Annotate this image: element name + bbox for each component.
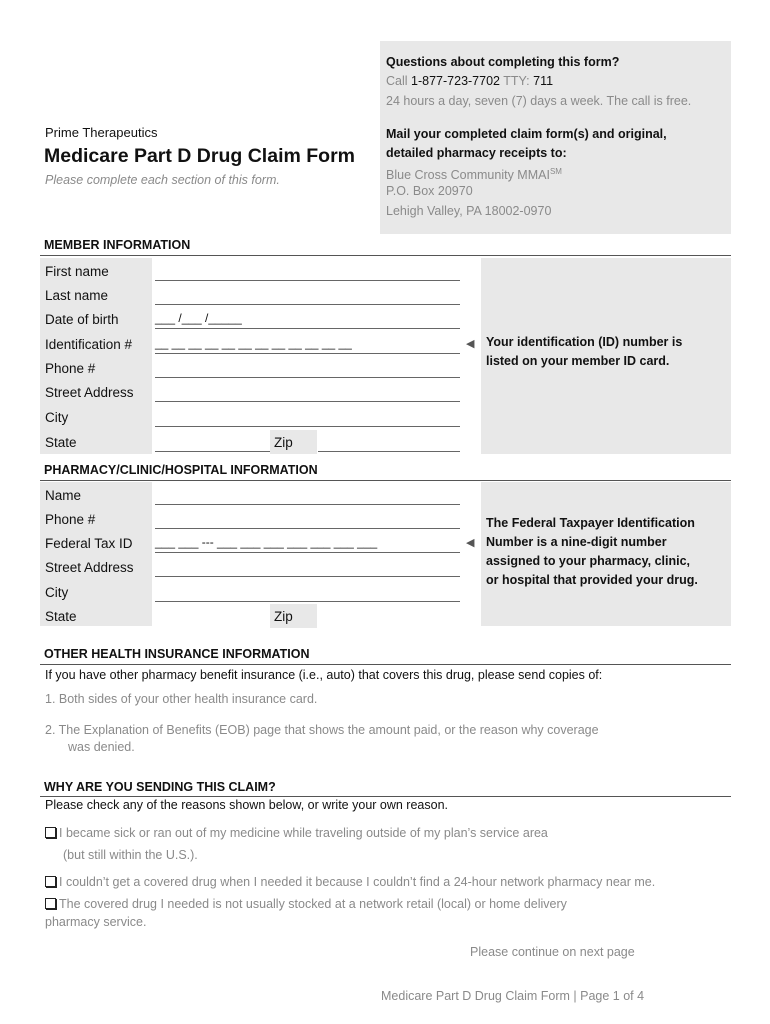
id-field[interactable] <box>155 336 460 354</box>
address-name: Blue Cross Community MMAI℠ <box>386 167 562 183</box>
checkbox-icon[interactable] <box>45 876 56 887</box>
org-name: Prime Therapeutics <box>45 125 158 140</box>
pharmacy-phone-label: Phone # <box>45 512 96 527</box>
state-label: State <box>45 435 77 450</box>
pharmacy-heading: PHARMACY/CLINIC/HOSPITAL INFORMATION <box>44 463 318 477</box>
pharmacy-label-column <box>40 482 152 626</box>
reasons-rule <box>40 796 731 797</box>
member-rule <box>40 255 731 256</box>
other-insurance-intro: If you have other pharmacy benefit insurance (i.e., auto) that covers this drug, please send copies of: <box>45 668 603 682</box>
pharmacy-note: The Federal Taxpayer Identification Number is a nine-digit number assigned to your pharmacy, clinic, or hospital that provided your drug. <box>486 516 698 587</box>
pharmacy-phone-field[interactable] <box>155 514 460 529</box>
last-name-label: Last name <box>45 288 109 303</box>
phone-number: 1-877-723-7702 <box>411 74 500 88</box>
reason-1-cont: (but still within the U.S.). <box>63 848 198 862</box>
street-label: Street Address <box>45 385 134 400</box>
first-name-label: First name <box>45 264 109 279</box>
other-insurance-item-1: 1. Both sides of your other health insurance card. <box>45 692 318 706</box>
contact-box <box>380 41 731 234</box>
pharmacy-street-label: Street Address <box>45 560 134 575</box>
city-field[interactable] <box>155 412 460 427</box>
zip-label: Zip <box>274 435 293 450</box>
id-mask: __ __ __ __ __ __ __ __ __ __ __ __ <box>155 336 352 350</box>
page-title: Medicare Part D Drug Claim Form <box>44 145 355 167</box>
zip-field[interactable] <box>318 437 460 452</box>
address-line-3: Lehigh Valley, PA 18002-0970 <box>386 204 552 218</box>
tty-number: 711 <box>533 74 554 88</box>
last-name-field[interactable] <box>155 290 460 305</box>
first-name-field[interactable] <box>155 266 460 281</box>
checkbox-icon[interactable] <box>45 898 56 909</box>
other-insurance-item-2: 2. The Explanation of Benefits (EOB) page that shows the amount paid, or the reason why coverage <box>45 723 599 737</box>
pharmacy-zip-label: Zip <box>274 609 293 624</box>
tax-id-field[interactable] <box>155 535 460 553</box>
street-field[interactable] <box>155 387 460 402</box>
id-label: Identification # <box>45 337 133 352</box>
member-note: Your identification (ID) number is listed on your member ID card. <box>486 335 683 368</box>
pharmacy-name-label: Name <box>45 488 82 503</box>
page-subtitle: Please complete each section of this form. <box>45 173 280 187</box>
reason-1[interactable]: I became sick or ran out of my medicine while traveling outside of my plan’s service area <box>45 826 548 840</box>
continue-note: Please continue on next page <box>470 945 635 959</box>
call-label: Call <box>386 74 408 88</box>
phone-label: Phone # <box>45 361 96 376</box>
pointer-left-icon: ◀ <box>466 537 475 549</box>
city-label: City <box>45 410 69 425</box>
checkbox-icon[interactable] <box>45 827 56 838</box>
address-line-2: P.O. Box 20970 <box>386 184 473 198</box>
questions-title: Questions about completing this form? <box>386 55 620 69</box>
reasons-heading: WHY ARE YOU SENDING THIS CLAIM? <box>44 780 276 794</box>
page-footer: Medicare Part D Drug Claim Form | Page 1 of 4 <box>381 989 645 1003</box>
phone-field[interactable] <box>155 363 460 378</box>
call-line <box>386 73 553 89</box>
other-insurance-item-2-cont: was denied. <box>68 740 135 754</box>
reason-3-cont: pharmacy service. <box>45 915 147 929</box>
mail-title-2: detailed pharmacy receipts to: <box>386 146 567 160</box>
state-field[interactable] <box>155 437 270 452</box>
reason-2[interactable]: I couldn’t get a covered drug when I needed it because I couldn’t find a 24-hour network pharmacy near me. <box>45 875 655 889</box>
pharmacy-city-field[interactable] <box>155 587 460 602</box>
tty-label: TTY: <box>503 74 530 88</box>
tax-id-mask: ___ ___ --- ___ ___ ___ ___ ___ ___ ___ <box>155 535 378 549</box>
pharmacy-name-field[interactable] <box>155 490 460 505</box>
member-heading: MEMBER INFORMATION <box>44 238 191 252</box>
pharmacy-state-label: State <box>45 609 77 624</box>
pharmacy-city-label: City <box>45 585 69 600</box>
dob-label: Date of birth <box>45 312 119 327</box>
mail-title-1: Mail your completed claim form(s) and original, <box>386 127 667 141</box>
pharmacy-street-field[interactable] <box>155 562 460 577</box>
other-insurance-heading: OTHER HEALTH INSURANCE INFORMATION <box>44 647 310 661</box>
dob-mask: ___ /___ /_____ <box>155 311 242 325</box>
reasons-intro: Please check any of the reasons shown below, or write your own reason. <box>45 798 448 812</box>
hours-text: 24 hours a day, seven (7) days a week. The call is free. <box>386 94 692 108</box>
reason-3[interactable]: The covered drug I needed is not usually stocked at a network retail (local) or home delivery <box>45 897 567 911</box>
dob-field[interactable] <box>155 311 460 329</box>
tax-id-label: Federal Tax ID <box>45 536 133 551</box>
pharmacy-rule <box>40 480 731 481</box>
other-insurance-rule <box>40 664 731 665</box>
pointer-left-icon: ◀ <box>466 338 475 350</box>
